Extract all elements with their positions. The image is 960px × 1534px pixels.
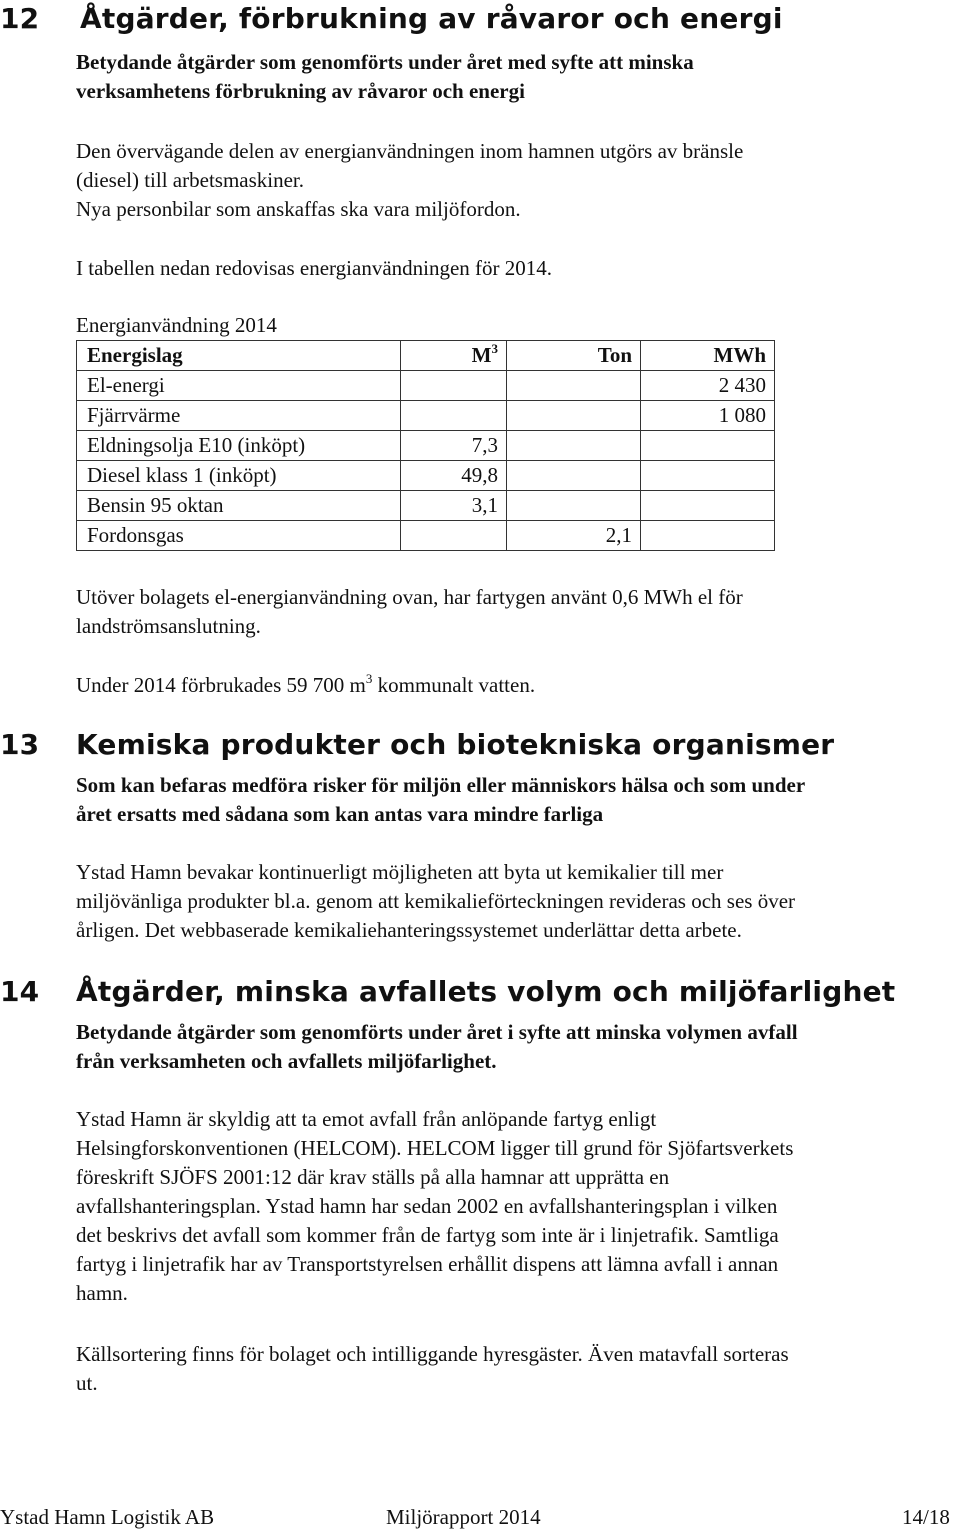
header-ton: Ton — [507, 341, 641, 371]
paragraph-line: Nya personbilar som anskaffas ska vara miljöfordon. — [76, 197, 521, 221]
water-text-pre: Under 2014 förbrukades 59 700 m — [76, 673, 366, 697]
table-row — [77, 461, 775, 491]
paragraph-line: (diesel) till arbetsmaskiner. — [76, 168, 305, 192]
section-13-title: Kemiska produkter och biotekniska organismer — [76, 728, 835, 761]
header-m-superscript: 3 — [491, 341, 498, 356]
subtitle-line: från verksamheten och avfallets miljöfarlighet. — [76, 1049, 497, 1073]
section-12-title: Åtgärder, förbrukning av råvaror och energi — [80, 2, 783, 35]
section-14-subtitle — [76, 1018, 798, 1076]
section-12-paragraph-2: I tabellen nedan redovisas energianvändningen för 2014. — [76, 256, 553, 280]
header-energislag: Energislag — [77, 341, 401, 371]
water-text-post: kommunalt vatten. — [372, 673, 536, 697]
table-cell: 49,8 — [401, 461, 507, 491]
table-cell — [507, 371, 641, 401]
paragraph-line: Ystad Hamn är skyldig att ta emot avfall från anlöpande fartyg enligt — [76, 1107, 657, 1131]
section-13-paragraph — [76, 858, 795, 945]
paragraph-line: hamn. — [76, 1281, 128, 1305]
subtitle-line: Som kan befaras medföra risker för miljön eller människors hälsa och som under — [76, 773, 806, 797]
paragraph-line: årligen. Det webbaserade kemikaliehanteringssystemet underlättar detta arbete. — [76, 918, 742, 942]
paragraph-line: avfallshanteringsplan. Ystad hamn har sedan 2002 en avfallshanteringsplan i vilken — [76, 1194, 778, 1218]
table-cell: 7,3 — [401, 431, 507, 461]
footer-company: Ystad Hamn Logistik AB — [0, 1505, 215, 1529]
water-superscript: 3 — [365, 671, 373, 686]
subtitle-line: verksamhetens förbrukning av råvaror och energi — [76, 79, 525, 103]
paragraph-line: fartyg i linjetrafik har av Transportstyrelsen erhållit dispens att lämna avfall i annan — [76, 1252, 779, 1276]
table-cell: Eldningsolja E10 (inköpt) — [77, 431, 401, 461]
table-cell — [401, 521, 507, 551]
energy-table-header-row — [77, 341, 775, 371]
paragraph-line: Helsingforskonventionen (HELCOM). HELCOM ligger till grund för Sjöfartsverkets — [76, 1136, 794, 1160]
subtitle-line: året ersatts med sådana som kan antas vara mindre farliga — [76, 802, 604, 826]
paragraph-line: det beskrivs det avfall som kommer från de fartyg som inte är i linjetrafik. Samtliga — [76, 1223, 779, 1247]
table-cell: El-energi — [77, 371, 401, 401]
section-12-paragraph-4 — [76, 671, 535, 700]
section-13-number: 13 — [0, 728, 40, 761]
table-row — [77, 521, 775, 551]
table-cell: Diesel klass 1 (inköpt) — [77, 461, 401, 491]
header-mwh: MWh — [641, 341, 775, 371]
table-cell — [401, 401, 507, 431]
section-12-number: 12 — [0, 2, 40, 35]
table-cell — [641, 431, 775, 461]
footer-report-title: Miljörapport 2014 — [386, 1505, 541, 1529]
subtitle-line: Betydande åtgärder som genomförts under året i syfte att minska volymen avfall — [76, 1020, 798, 1044]
table-cell — [641, 521, 775, 551]
section-12-paragraph-1 — [76, 137, 743, 224]
section-14-paragraph-2 — [76, 1340, 789, 1398]
paragraph-line: Utöver bolagets el-energianvändning ovan, har fartygen använt 0,6 MWh el för — [76, 585, 743, 609]
section-13-subtitle — [76, 771, 805, 829]
table-cell: Fordonsgas — [77, 521, 401, 551]
table-row — [77, 491, 775, 521]
table-cell: Bensin 95 oktan — [77, 491, 401, 521]
section-14-paragraph-1 — [76, 1105, 793, 1308]
paragraph-line: ut. — [76, 1371, 98, 1395]
section-14-number: 14 — [0, 975, 40, 1008]
table-cell: 1 080 — [641, 401, 775, 431]
table-cell — [641, 491, 775, 521]
paragraph-line: landströmsanslutning. — [76, 614, 261, 638]
energy-table — [76, 340, 775, 551]
table-cell: 3,1 — [401, 491, 507, 521]
table-cell — [401, 371, 507, 401]
paragraph-line: Ystad Hamn bevakar kontinuerligt möjligheten att byta ut kemikalier till mer — [76, 860, 724, 884]
table-cell — [507, 461, 641, 491]
table-row — [77, 401, 775, 431]
section-12-paragraph-3 — [76, 583, 743, 641]
table-cell: Fjärrvärme — [77, 401, 401, 431]
table-cell — [507, 491, 641, 521]
section-14-title: Åtgärder, minska avfallets volym och miljöfarlighet — [76, 975, 896, 1008]
subtitle-line: Betydande åtgärder som genomförts under året med syfte att minska — [76, 50, 694, 74]
table-row — [77, 431, 775, 461]
section-14-heading — [0, 975, 960, 1015]
paragraph-line: Den övervägande delen av energianvändningen inom hamnen utgörs av bränsle — [76, 139, 744, 163]
footer-page-number: 14/18 — [902, 1505, 950, 1529]
section-12-subtitle — [76, 48, 694, 106]
paragraph-line: föreskrift SJÖFS 2001:12 där krav ställs på alla hamnar att upprätta en — [76, 1165, 670, 1189]
energy-table-title: Energianvändning 2014 — [76, 313, 277, 337]
table-row — [77, 371, 775, 401]
paragraph-line: miljövänliga produkter bl.a. genom att kemikalieförteckningen revideras och ses över — [76, 889, 796, 913]
header-m3 — [401, 341, 507, 371]
table-cell: 2,1 — [507, 521, 641, 551]
header-m-label: M — [471, 343, 492, 367]
table-cell — [507, 431, 641, 461]
table-cell — [507, 401, 641, 431]
table-cell: 2 430 — [641, 371, 775, 401]
paragraph-line: Källsortering finns för bolaget och intilliggande hyresgäster. Även matavfall sorteras — [76, 1342, 789, 1366]
section-12-heading — [0, 2, 960, 42]
section-13-heading — [0, 728, 960, 768]
table-cell — [641, 461, 775, 491]
